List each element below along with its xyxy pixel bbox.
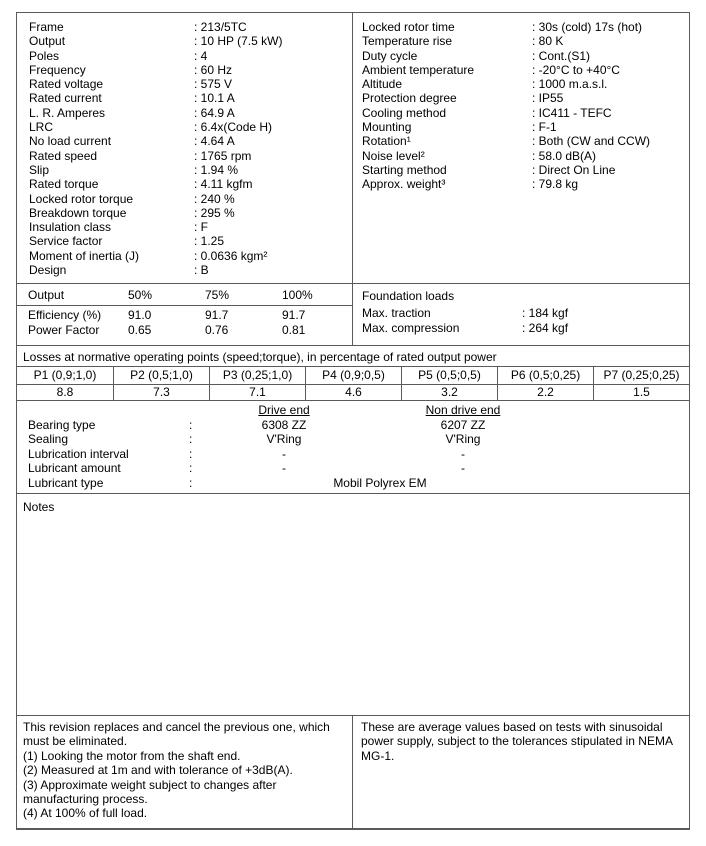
spec-label: Locked rotor torque	[29, 191, 134, 206]
spec-value: : 10.1 A	[194, 91, 235, 105]
lubricant-type-value: Mobil Polyrex EM	[333, 475, 427, 490]
footer-tolerance-text: These are average values based on tests with sinusoidal power supply, subject to the tolerances stipulated in NEMA MG-1.	[361, 720, 673, 763]
performance-header-50: 50%	[128, 287, 153, 302]
spec-value: : Cont.(S1)	[532, 49, 590, 63]
performance-value-100: 91.7	[282, 308, 306, 322]
spec-row	[353, 134, 689, 148]
footer-note-line: (2) Measured at 1m and with tolerance of +3dB(A).	[23, 763, 293, 778]
losses-point-label: P3 (0,25;1,0)	[209, 367, 305, 384]
losses-title: Losses at normative operating points (speed;torque), in percentage of rated output power	[17, 346, 689, 367]
spec-label: Temperature rise	[362, 34, 453, 49]
spec-label: Output	[29, 34, 66, 49]
losses-point-value: 3.2	[401, 385, 497, 400]
spec-label: Frame	[29, 20, 64, 34]
spec-value: : 1.94 %	[194, 163, 238, 177]
spec-row	[17, 206, 352, 220]
spec-label: Frequency	[29, 62, 86, 77]
footer-tolerance-note	[353, 716, 689, 828]
foundation-load-value: : 264 kgf	[522, 321, 568, 336]
performance-table	[17, 284, 352, 345]
spec-label: Altitude	[362, 77, 403, 92]
foundation-load-label: Max. traction	[362, 306, 431, 320]
spec-value: : 1.25	[194, 234, 224, 248]
losses-point-value: 8.8	[56, 385, 74, 399]
spec-label: Rotation¹	[362, 134, 411, 149]
performance-header-75: 75%	[205, 287, 230, 302]
footer-note-line: This revision replaces and cancel the previous one, which must be eliminated.	[23, 720, 330, 749]
spec-value: : 58.0 dB(A)	[532, 149, 596, 163]
spec-row	[17, 192, 352, 206]
bearing-drive-end-value: -	[282, 461, 286, 475]
spec-label: Slip	[29, 162, 50, 177]
spec-label: Design	[29, 263, 67, 278]
performance-row-label: Efficiency (%)	[28, 308, 102, 322]
bearing-non-drive-end-value: V'Ring	[445, 432, 481, 446]
spec-value: : 4	[194, 49, 207, 63]
spec-value: : 80 K	[532, 34, 563, 48]
spacer	[17, 403, 189, 418]
bearing-row	[17, 418, 689, 433]
spec-row	[17, 234, 352, 248]
performance-row-label: Power Factor	[28, 323, 100, 337]
spec-label: Service factor	[29, 234, 103, 249]
general-specs-section	[17, 13, 689, 283]
spec-label: Approx. weight³	[362, 177, 446, 192]
spec-row	[353, 177, 689, 191]
colon	[189, 476, 201, 491]
spec-row	[353, 20, 689, 34]
spec-value: : F-1	[532, 120, 557, 134]
lubricant-type-row	[17, 476, 689, 491]
losses-point-label: P2 (0,5;1,0)	[113, 367, 209, 384]
performance-value-50: 0.65	[128, 323, 152, 337]
performance-value-100: 0.81	[282, 323, 306, 337]
performance-value-75: 0.76	[205, 323, 229, 337]
spec-label: No load current	[29, 134, 112, 149]
drive-end-header	[201, 403, 367, 418]
footer-note-line: (3) Approximate weight subject to changes after manufacturing process.	[23, 777, 277, 807]
spec-label: Ambient temperature	[362, 62, 475, 77]
spec-value: : 30s (cold) 17s (hot)	[532, 20, 642, 34]
spec-value: : 10 HP (7.5 kW)	[194, 34, 282, 48]
bearings-header-row	[17, 403, 689, 418]
colon	[189, 447, 201, 462]
spec-row	[17, 263, 352, 277]
spec-value: : Direct On Line	[532, 163, 615, 177]
spec-row	[353, 63, 689, 77]
spec-value: : 60 Hz	[194, 63, 232, 77]
footer-section	[17, 715, 689, 828]
footer-note-line: (4) At 100% of full load.	[23, 806, 148, 821]
bearing-row	[17, 447, 689, 462]
spec-value: : 1765 rpm	[194, 149, 251, 163]
spec-row	[353, 120, 689, 134]
spec-value: : 1000 m.a.s.l.	[532, 77, 607, 91]
losses-point-value: 7.1	[209, 385, 305, 400]
spec-row	[17, 120, 352, 134]
notes-title: Notes	[23, 500, 55, 514]
losses-point-value: 2.2	[497, 385, 593, 400]
colon	[189, 432, 201, 447]
bearing-non-drive-end-value: -	[461, 461, 465, 475]
footer-note-line: (1) Looking the motor from the shaft end.	[23, 748, 241, 763]
spec-label: Rated voltage	[29, 77, 104, 92]
bearing-non-drive-end-value: 6207 ZZ	[440, 417, 486, 432]
bearing-drive-end-value: 6308 ZZ	[261, 417, 307, 432]
spec-label: Rated torque	[29, 177, 99, 192]
specs-right-column	[353, 13, 689, 283]
spec-row	[353, 91, 689, 105]
lubricant-type-label: Lubricant type	[28, 475, 104, 490]
spec-value: : 295 %	[194, 206, 235, 220]
spec-row	[17, 91, 352, 105]
spec-row	[17, 249, 352, 263]
spec-row	[353, 49, 689, 63]
performance-header-100: 100%	[282, 287, 313, 302]
losses-point-label: P1 (0,9;1,0)	[33, 368, 97, 382]
bearing-row-label: Lubricant amount	[28, 461, 121, 475]
footer-revision-notes	[17, 716, 352, 828]
losses-point-label: P6 (0,5;0,25)	[497, 367, 593, 384]
performance-value-50: 91.0	[128, 308, 152, 322]
spec-value: : 213/5TC	[194, 20, 247, 34]
performance-value-75: 91.7	[205, 308, 229, 322]
spec-row	[353, 149, 689, 163]
losses-point-value: 1.5	[593, 385, 689, 400]
spec-value: : 79.8 kg	[532, 177, 578, 191]
losses-point-value: 4.6	[305, 385, 401, 400]
spec-label: Rated current	[29, 91, 102, 106]
foundation-load-row	[362, 306, 689, 321]
performance-section	[17, 283, 689, 345]
spec-row	[353, 77, 689, 91]
performance-header-row	[17, 284, 352, 306]
spec-label: Breakdown torque	[29, 205, 127, 220]
bearing-non-drive-end-value: -	[461, 446, 465, 461]
notes-section	[17, 493, 689, 715]
bearing-row-label: Lubrication interval	[28, 446, 129, 461]
foundation-load-row	[362, 321, 689, 336]
bearing-row-label: Sealing	[28, 432, 69, 446]
spec-label: Protection degree	[362, 91, 457, 106]
spec-value: : F	[194, 220, 208, 234]
spec-value: : 240 %	[194, 192, 235, 206]
bearing-row-label: Bearing type	[28, 417, 96, 432]
spec-row	[17, 77, 352, 91]
spec-label: Starting method	[362, 162, 447, 177]
spec-label: Insulation class	[29, 220, 112, 235]
spec-label: Mounting	[362, 120, 412, 135]
losses-point-value: 7.3	[113, 385, 209, 400]
spec-value: : 575 V	[194, 77, 232, 91]
performance-header-output: Output	[28, 287, 65, 302]
losses-point-label: P4 (0,9;0,5)	[305, 367, 401, 384]
colon	[189, 461, 201, 476]
spec-label: Locked rotor time	[362, 20, 455, 34]
spec-row	[353, 106, 689, 120]
spec-value: : 0.0636 kgm²	[194, 249, 267, 263]
spec-label: Rated speed	[29, 148, 98, 163]
spec-label: Poles	[29, 48, 60, 63]
spec-label: Cooling method	[362, 105, 447, 120]
losses-header-row	[17, 367, 689, 385]
losses-point-label: P5 (0,5;0,5)	[401, 367, 497, 384]
spec-row	[353, 163, 689, 177]
drive-end-header-text: Drive end	[258, 403, 310, 417]
spec-value: : 4.11 kgfm	[194, 177, 252, 191]
spec-row	[17, 63, 352, 77]
spec-row	[17, 177, 352, 191]
performance-body	[17, 306, 352, 338]
spec-row	[17, 220, 352, 234]
non-drive-end-header-text: Non drive end	[425, 403, 501, 417]
spec-label: Noise level²	[362, 148, 425, 163]
losses-point-label: P7 (0,25;0,25)	[593, 367, 689, 384]
non-drive-end-header	[367, 403, 559, 418]
bearing-drive-end-value: V'Ring	[266, 432, 302, 446]
bearing-drive-end-value: -	[282, 446, 286, 461]
spec-label: Duty cycle	[362, 48, 418, 63]
colon	[189, 418, 201, 433]
spec-label: L. R. Amperes	[29, 105, 106, 120]
spec-row	[17, 34, 352, 48]
spec-label: Moment of inertia (J)	[29, 248, 140, 263]
spec-value: : B	[194, 263, 209, 277]
foundation-load-value: : 184 kgf	[522, 306, 568, 321]
spec-value: : 6.4x(Code H)	[194, 120, 272, 134]
performance-row	[17, 323, 352, 338]
spec-row	[17, 20, 352, 34]
spec-value: : IP55	[532, 91, 563, 105]
performance-row	[17, 308, 352, 323]
spacer	[189, 403, 201, 418]
losses-section	[17, 345, 689, 400]
spec-label: LRC	[29, 120, 54, 135]
spec-row	[17, 49, 352, 63]
motor-datasheet	[16, 12, 690, 830]
spec-value: : 64.9 A	[194, 106, 235, 120]
spec-value: : 4.64 A	[194, 134, 235, 148]
foundation-loads-title: Foundation loads	[362, 289, 455, 303]
spec-value: : IC411 - TEFC	[532, 106, 612, 120]
spec-value: : Both (CW and CCW)	[532, 134, 650, 148]
bearing-row	[17, 461, 689, 476]
foundation-load-label: Max. compression	[362, 321, 460, 335]
spec-row	[17, 149, 352, 163]
bearing-row	[17, 432, 689, 447]
bearings-section	[17, 400, 689, 493]
spec-row	[353, 34, 689, 48]
losses-value-row	[17, 385, 689, 400]
spec-row	[17, 106, 352, 120]
spec-value: : -20°C to +40°C	[532, 63, 620, 77]
foundation-loads	[353, 284, 689, 345]
spec-row	[17, 163, 352, 177]
specs-left-column	[17, 13, 352, 283]
spec-row	[17, 134, 352, 148]
